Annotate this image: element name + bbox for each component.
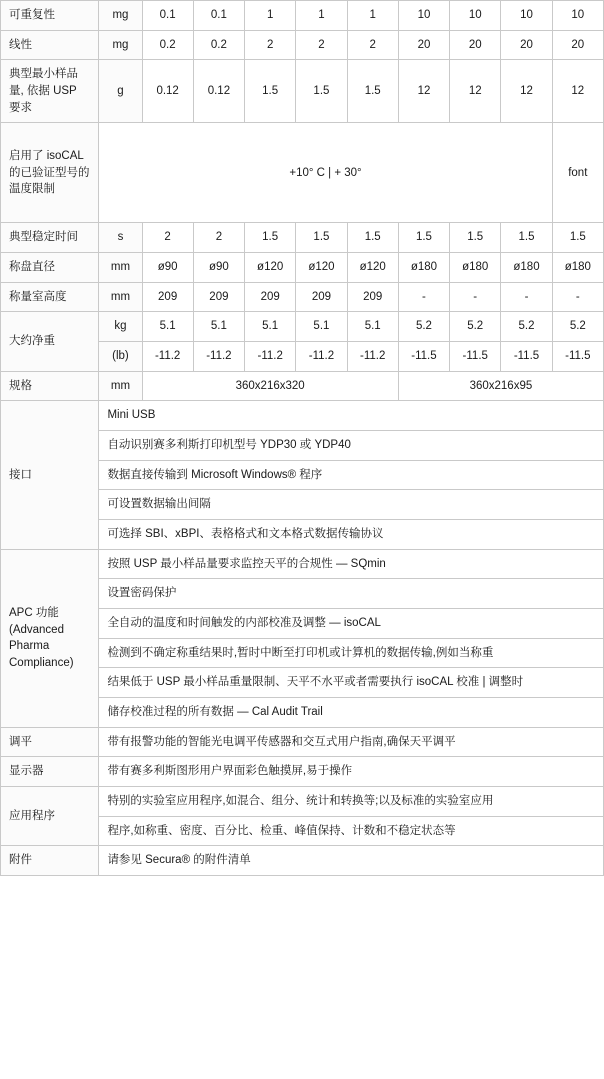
- list-item: 检测到不确定称重结果时,暂时中断至打印机或计算机的数据传输,例如当称重: [99, 638, 604, 668]
- cell-value: 2: [193, 223, 244, 253]
- cell-value: 209: [245, 282, 296, 312]
- row-unit: kg: [99, 312, 142, 342]
- cell-value: 5.2: [450, 312, 501, 342]
- list-item: 设置密码保护: [99, 579, 604, 609]
- cell-value: 1: [245, 1, 296, 31]
- cell-value: ø180: [552, 253, 603, 283]
- list-item: 可选择 SBI、xBPI、表格格式和文本格式数据传输协议: [99, 520, 604, 550]
- table-row: [1, 60, 604, 123]
- cell-value: 1.5: [347, 60, 398, 123]
- cell-value: 2: [245, 30, 296, 60]
- list-item: 数据直接传输到 Microsoft Windows® 程序: [99, 460, 604, 490]
- row-unit: g: [99, 60, 142, 123]
- row-label: 线性: [1, 30, 99, 60]
- cell-value: 0.2: [142, 30, 193, 60]
- row-label: 典型最小样品量, 依据 USP 要求: [1, 60, 99, 123]
- cell-value: -11.5: [398, 342, 449, 372]
- cell-value: 1.5: [501, 223, 552, 253]
- cell-value: -: [450, 282, 501, 312]
- cell-value: -11.2: [245, 342, 296, 372]
- row-label: 典型稳定时间: [1, 223, 99, 253]
- cell-value: 12: [501, 60, 552, 123]
- cell-value: 1.5: [347, 223, 398, 253]
- list-item: 储存校准过程的所有数据 — Cal Audit Trail: [99, 698, 604, 728]
- row-unit: mm: [99, 282, 142, 312]
- row-unit: mg: [99, 30, 142, 60]
- cell-value: 2: [296, 30, 347, 60]
- dimension-value-left: 360x216x320: [142, 371, 398, 401]
- cell-value: -11.5: [552, 342, 603, 372]
- cell-value: 209: [142, 282, 193, 312]
- row-label: 显示器: [1, 757, 99, 787]
- cell-value: -: [552, 282, 603, 312]
- row-unit: mm: [99, 253, 142, 283]
- cell-value: 1: [296, 1, 347, 31]
- list-item: 可设置数据输出间隔: [99, 490, 604, 520]
- cell-value: 209: [347, 282, 398, 312]
- cell-value: 1.5: [450, 223, 501, 253]
- row-label: 启用了 isoCAL 的已验证型号的温度限制: [1, 123, 99, 223]
- cell-value: 1.5: [296, 223, 347, 253]
- cell-value: 5.2: [552, 312, 603, 342]
- row-label: 附件: [1, 846, 99, 876]
- list-item: 特别的实验室应用程序,如混合、组分、统计和转换等;以及标准的实验室应用: [99, 787, 604, 817]
- cell-value: ø120: [245, 253, 296, 283]
- row-label: APC 功能 (Advanced Pharma Compliance): [1, 549, 99, 727]
- cell-value: 0.1: [142, 1, 193, 31]
- cell-value: -: [501, 282, 552, 312]
- cell-value: 0.12: [193, 60, 244, 123]
- cell-value: ø180: [398, 253, 449, 283]
- list-item: 程序,如称重、密度、百分比、检重、峰值保持、计数和不稳定状态等: [99, 816, 604, 846]
- cell-value: 5.2: [398, 312, 449, 342]
- cell-value: 12: [398, 60, 449, 123]
- row-label: 应用程序: [1, 787, 99, 846]
- cell-value: 12: [450, 60, 501, 123]
- cell-value: 209: [193, 282, 244, 312]
- dimension-value-right: 360x216x95: [398, 371, 603, 401]
- table-row: [1, 253, 604, 283]
- row-label: 可重复性: [1, 1, 99, 31]
- cell-value: 5.1: [347, 312, 398, 342]
- table-row-temperature: [1, 123, 604, 223]
- cell-value: ø180: [450, 253, 501, 283]
- table-row: [1, 1, 604, 31]
- cell-value: 5.1: [245, 312, 296, 342]
- table-row-interface: [1, 401, 604, 431]
- cell-value: 10: [450, 1, 501, 31]
- cell-value: 20: [552, 30, 603, 60]
- cell-value: -11.5: [450, 342, 501, 372]
- list-item: 请参见 Secura® 的附件清单: [99, 846, 604, 876]
- cell-value: 1.5: [552, 223, 603, 253]
- row-label: 调平: [1, 727, 99, 757]
- row-label: 称盘直径: [1, 253, 99, 283]
- cell-value: 2: [142, 223, 193, 253]
- table-row-applications: [1, 787, 604, 817]
- cell-value: ø90: [142, 253, 193, 283]
- cell-value: ø120: [347, 253, 398, 283]
- cell-value: 5.2: [501, 312, 552, 342]
- list-item: 结果低于 USP 最小样品重量限制、天平不水平或者需要执行 isoCAL 校准 | 调整时: [99, 668, 604, 698]
- cell-value: 1.5: [398, 223, 449, 253]
- cell-value: 5.1: [142, 312, 193, 342]
- cell-value: 1.5: [245, 60, 296, 123]
- row-unit: s: [99, 223, 142, 253]
- row-label: 称量室高度: [1, 282, 99, 312]
- cell-value: 5.1: [296, 312, 347, 342]
- list-item: 全自动的温度和时间触发的内部校准及调整 — isoCAL: [99, 609, 604, 639]
- table-row: [1, 223, 604, 253]
- table-body: [1, 1, 604, 876]
- cell-value: 209: [296, 282, 347, 312]
- list-item: 带有报警功能的智能光电调平传感器和交互式用户指南,确保天平调平: [99, 727, 604, 757]
- cell-value: ø180: [501, 253, 552, 283]
- cell-value: 10: [398, 1, 449, 31]
- temperature-font-cell: font: [552, 123, 603, 223]
- list-item: 按照 USP 最小样品量要求监控天平的合规性 — SQmin: [99, 549, 604, 579]
- cell-value: 10: [501, 1, 552, 31]
- cell-value: -: [398, 282, 449, 312]
- cell-value: -11.5: [501, 342, 552, 372]
- row-unit: mm: [99, 371, 142, 401]
- row-label: 接口: [1, 401, 99, 549]
- cell-value: -11.2: [142, 342, 193, 372]
- row-label: 规格: [1, 371, 99, 401]
- cell-value: 20: [398, 30, 449, 60]
- table-row: [1, 30, 604, 60]
- temperature-range-value: +10° C | + 30°: [99, 123, 552, 223]
- table-row-accessories: [1, 846, 604, 876]
- table-row-apc: [1, 549, 604, 579]
- cell-value: 1: [347, 1, 398, 31]
- cell-value: 10: [552, 1, 603, 31]
- table-row-dimensions: [1, 371, 604, 401]
- list-item: Mini USB: [99, 401, 604, 431]
- cell-value: 0.1: [193, 1, 244, 31]
- row-unit: (lb): [99, 342, 142, 372]
- cell-value: 20: [450, 30, 501, 60]
- row-unit: mg: [99, 1, 142, 31]
- cell-value: -11.2: [347, 342, 398, 372]
- cell-value: -11.2: [193, 342, 244, 372]
- cell-value: 20: [501, 30, 552, 60]
- row-label: 大约净重: [1, 312, 99, 371]
- table-row-leveling: [1, 727, 604, 757]
- table-row: [1, 282, 604, 312]
- cell-value: 1.5: [245, 223, 296, 253]
- table-row-display: [1, 757, 604, 787]
- table-row: [1, 312, 604, 342]
- cell-value: 1.5: [296, 60, 347, 123]
- cell-value: 0.12: [142, 60, 193, 123]
- list-item: 带有赛多利斯图形用户界面彩色触摸屏,易于操作: [99, 757, 604, 787]
- cell-value: 0.2: [193, 30, 244, 60]
- cell-value: -11.2: [296, 342, 347, 372]
- cell-value: ø90: [193, 253, 244, 283]
- cell-value: 5.1: [193, 312, 244, 342]
- cell-value: ø120: [296, 253, 347, 283]
- cell-value: 12: [552, 60, 603, 123]
- list-item: 自动识别赛多利斯打印机型号 YDP30 或 YDP40: [99, 431, 604, 461]
- cell-value: 2: [347, 30, 398, 60]
